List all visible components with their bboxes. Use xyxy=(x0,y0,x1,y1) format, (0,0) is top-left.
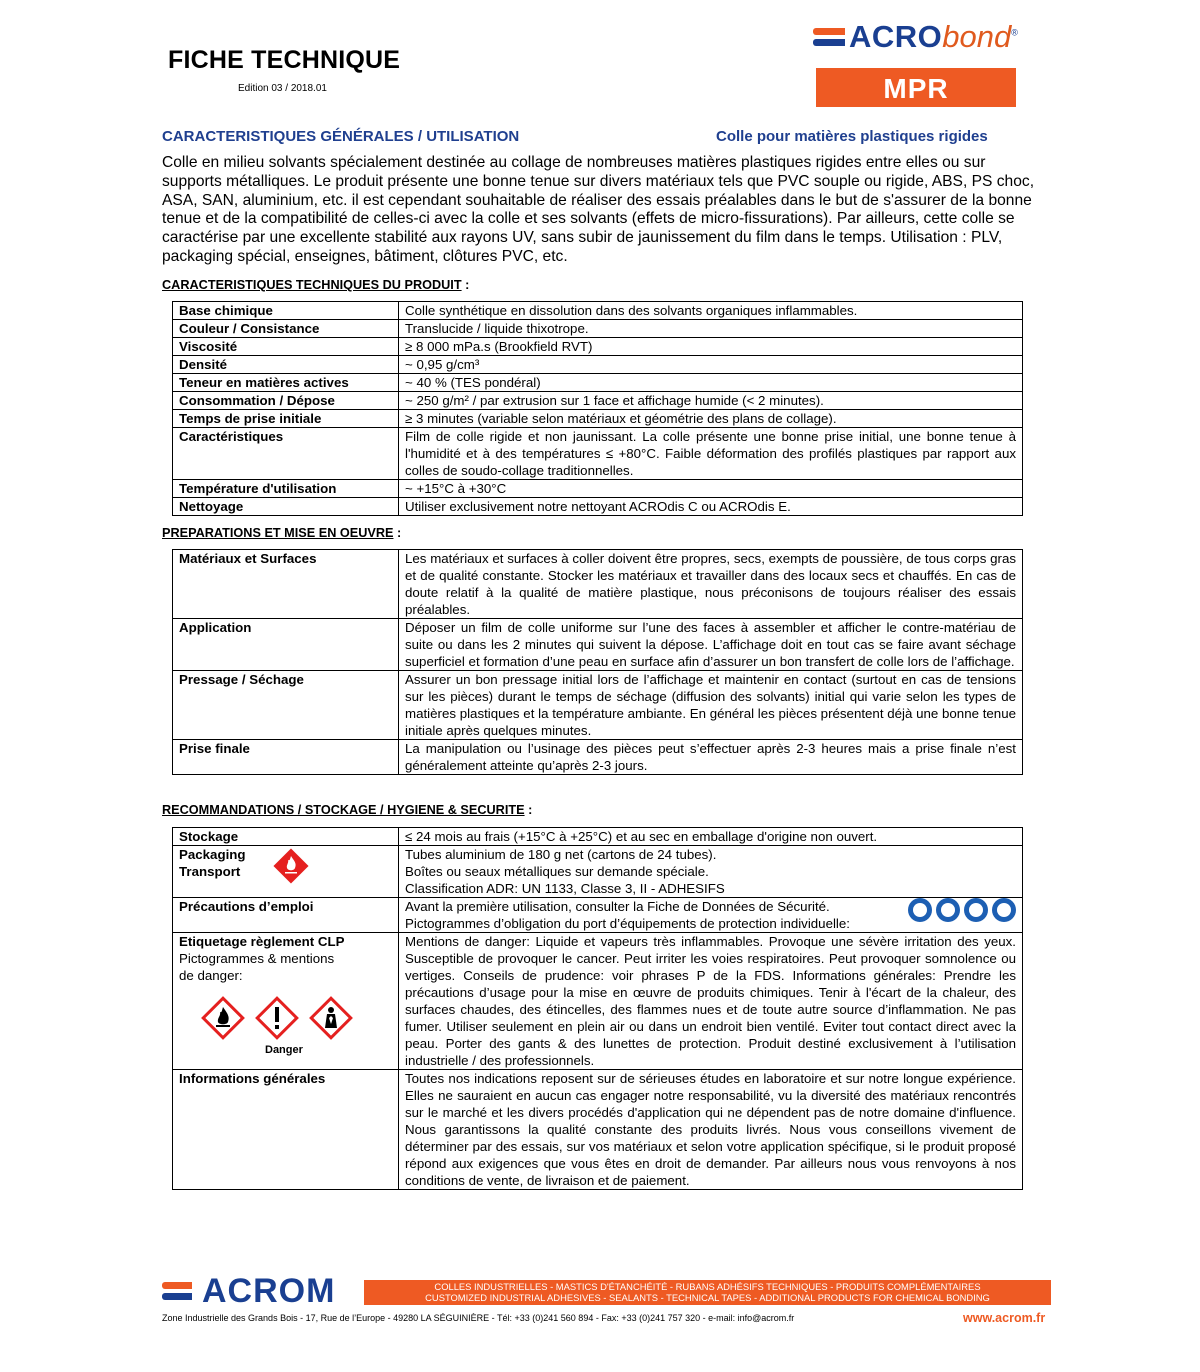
packaging-line: Boîtes ou seaux métalliques sur demande spéciale. xyxy=(405,864,709,879)
reco-heading-wrap xyxy=(162,803,532,817)
ppe-icons xyxy=(908,898,1016,922)
table-row xyxy=(173,392,1023,410)
row-value: ≤ 24 mois au frais (+15°C à +25°C) et au sec en emballage d'origine non ouvert. xyxy=(399,828,1023,846)
table-row xyxy=(173,338,1023,356)
acrom-logo xyxy=(162,1272,352,1310)
packaging-label: Packaging xyxy=(179,847,246,862)
general-description: Colle en milieu solvants spécialement destinée au collage de nombreuses matières plastiques rigides entre elles ou sur supports métalliques. Le produit présente une bonne tenue sur divers matériaux tels que PVC souple ou rigide, ABS, PS choc, ASA, SAN, aluminium, etc. il est cependant souhaitable de réaliser des essais préalables dans le but de s'assurer de la bonne tenue et de la compatibilité de celles-ci avec la colle et ses solvants (effets de micro-fissurations). Par ailleurs, cette colle se caractérise par une excellente stabilité aux rayons UV, sans subir de jaunissement du film dans le temps. Utilisation : PLV, packaging spécial, enseignes, bâtiment, clôtures PVC, etc. xyxy=(162,154,1035,265)
row-key: Précautions d’emploi xyxy=(173,898,399,933)
danger-label: Danger xyxy=(265,1044,303,1056)
reco-table xyxy=(172,827,1023,1190)
goggles-icon xyxy=(936,898,960,922)
logo-stripes-icon xyxy=(813,28,845,50)
table-row xyxy=(173,619,1023,671)
row-value: ≥ 8 000 mPa.s (Brookfield RVT) xyxy=(399,338,1023,356)
footer-brand-name: ACROM xyxy=(202,1272,336,1310)
logo-stripes-icon xyxy=(162,1282,192,1304)
brand-name-light: bond xyxy=(942,19,1012,54)
prep-heading-wrap xyxy=(162,526,401,540)
row-key: Prise finale xyxy=(173,740,399,775)
general-heading: CARACTERISTIQUES GÉNÉRALES / UTILISATION xyxy=(162,128,520,145)
row-key: Température d'utilisation xyxy=(173,480,399,498)
page-title: FICHE TECHNIQUE xyxy=(168,46,401,74)
row-value: ~ 40 % (TES pondéral) xyxy=(399,374,1023,392)
prep-heading-colon: : xyxy=(393,526,402,540)
prep-heading: PREPARATIONS ET MISE EN OEUVRE xyxy=(162,526,394,540)
packaging-line: Tubes aluminium de 180 g net (cartons de 24 tubes). xyxy=(405,847,717,862)
health-hazard-ghs-icon xyxy=(307,994,355,1042)
precautions-line: Pictogrammes d’obligation du port d’équipements de protection individuelle: xyxy=(405,916,850,931)
table-row xyxy=(173,302,1023,320)
row-key: Caractéristiques xyxy=(173,428,399,480)
reco-heading: RECOMMANDATIONS / STOCKAGE / HYGIENE & SECURITE xyxy=(162,803,525,817)
row-key: Application xyxy=(173,619,399,671)
row-value: Mentions de danger: Liquide et vapeurs très inflammables. Provoque une sévère irritation des yeux. Susceptible de provoquer le cancer. Peut irriter les voies respiratoires. Peut provoquer somnolence ou vertiges. Conseils de prudence: voir phrases P de la FDS. Informations générales: Prendre les précautions d’usage pour la mise en œuvre de produits chimiques. Tenir à l'écart de la chaleur, des surfaces chaudes, des étincelles, des flammes nues et de toute autre source d’inflammation. Ne pas fumer. Utiliser seulement en plein air ou dans un endroit bien ventilé. Eviter tout contact direct avec la peau. Porter des gants & des lunettes de protection. Produit destiné exclusivement à l’utilisation industrielle / des professionnels. xyxy=(399,933,1023,1070)
row-value: Translucide / liquide thixotrope. xyxy=(399,320,1023,338)
row-value: Toutes nos indications reposent sur de sérieuses études en laboratoire et sur notre longue expérience. Elles ne sauraient en aucun cas engager notre responsabilité, vu la diversité des matériaux rencontrés sur le marché et les divers procédés d'application qui ne dépendent pas de notre domaine d'influence. Nous garantissons la qualité constante des produits livrés. Nous vous conseillons vivement de déterminer par des essais, sur vos matériaux et selon votre application spécifique, si le produit proposé répond aux exigences que vous êtes en droit de demander. Par ailleurs nous vous renvoyons à nos conditions de vente, de livraison et de paiement. xyxy=(399,1070,1023,1190)
registered-mark: ® xyxy=(1011,27,1018,38)
precautions-line: Avant la première utilisation, consulter la Fiche de Données de Sécurité. xyxy=(405,899,830,914)
table-row xyxy=(173,356,1023,374)
row-value: ~ +15°C à +30°C xyxy=(399,480,1023,498)
table-row xyxy=(173,846,1023,898)
row-value: ≥ 3 minutes (variable selon matériaux et géométrie des plans de collage). xyxy=(399,410,1023,428)
tech-heading-colon: : xyxy=(461,278,470,292)
table-row xyxy=(173,828,1023,846)
table-row xyxy=(173,550,1023,619)
footer-band-line: COLLES INDUSTRIELLES - MASTICS D'ÉTANCHÉITÉ - RUBANS ADHÉSIFS TECHNIQUES - PRODUITS COMPLÉMENTAIRES xyxy=(434,1281,981,1292)
product-code-badge: MPR xyxy=(816,68,1016,107)
footer-website-link[interactable]: www.acrom.fr xyxy=(963,1311,1046,1325)
footer-band-line: CUSTOMIZED INDUSTRIAL ADHESIVES - SEALANTS - TECHNICAL TAPES - ADDITIONAL PRODUCTS FOR CHEMICAL BONDING xyxy=(425,1292,990,1303)
tech-heading: CARACTERISTIQUES TECHNIQUES DU PRODUIT xyxy=(162,278,462,292)
row-key: Viscosité xyxy=(173,338,399,356)
row-key: Couleur / Consistance xyxy=(173,320,399,338)
footer-address: Zone Industrielle des Grands Bois - 17, Rue de l’Europe - 49280 LA SÉGUINIÈRE - Tél: +33 (0)241 560 894 - Fax: +33 (0)241 757 320 - e-mail: info@acrom.fr xyxy=(162,1313,795,1323)
exclamation-ghs-icon xyxy=(253,994,301,1042)
row-value: Colle synthétique en dissolution dans des solvants organiques inflammables. xyxy=(399,302,1023,320)
row-value: Film de colle rigide et non jaunissant. La colle présente une bonne prise initial, une bonne tenue à l'humidité et à des températures ≤ +80°C. Faible déformation des profilés plastiques par rapport aux colles de soudo-collage traditionnelles. xyxy=(399,428,1023,480)
footer-band xyxy=(364,1280,1051,1305)
table-row xyxy=(173,898,1023,933)
table-row xyxy=(173,671,1023,740)
brand-name-bold: ACRO xyxy=(849,19,943,54)
table-row xyxy=(173,428,1023,480)
tech-table xyxy=(172,301,1023,516)
packaging-line: Classification ADR: UN 1133, Classe 3, II - ADHESIFS xyxy=(405,881,725,896)
table-row xyxy=(173,410,1023,428)
acrobond-logo xyxy=(811,20,1031,60)
table-row xyxy=(173,498,1023,516)
row-key: Informations générales xyxy=(173,1070,399,1190)
gloves-icon xyxy=(908,898,932,922)
tech-heading-wrap xyxy=(162,278,469,292)
protective-clothing-icon xyxy=(964,898,988,922)
row-value: Déposer un film de colle uniforme sur l’une des faces à assembler et afficher le contre-matériau de suite ou dans les 2 minutes qui suivent la dépose. L’affichage doit en tout cas se faire avant séchage superficiel et formation d’une peau en surface afin d’assurer un bon transfert de colle lors de l’affichage. xyxy=(399,619,1023,671)
table-row xyxy=(173,933,1023,1070)
row-value: ~ 0,95 g/cm³ xyxy=(399,356,1023,374)
table-row xyxy=(173,374,1023,392)
row-key: Nettoyage xyxy=(173,498,399,516)
row-value: Les matériaux et surfaces à coller doivent être propres, secs, exempts de poussière, de tous corps gras et de qualité constante. Stocker les matériaux et travailler dans des locaux secs et chauffés. En cas de doute relatif à la qualité de matière plastique, nous préconisons de toujours réaliser des essais préalables. xyxy=(399,550,1023,619)
clp-sublabel: de danger: xyxy=(179,968,243,983)
clp-label: Etiquetage règlement CLP xyxy=(179,934,345,949)
row-key: Pressage / Séchage xyxy=(173,671,399,740)
transport-label: Transport xyxy=(179,864,241,879)
row-key: Matériaux et Surfaces xyxy=(173,550,399,619)
row-key: Densité xyxy=(173,356,399,374)
mask-icon xyxy=(992,898,1016,922)
row-key: Temps de prise initiale xyxy=(173,410,399,428)
edition-label: Edition 03 / 2018.01 xyxy=(238,83,327,94)
flame-ghs-icon xyxy=(199,994,247,1042)
row-key: Consommation / Dépose xyxy=(173,392,399,410)
row-key: Base chimique xyxy=(173,302,399,320)
flammable-transport-icon xyxy=(271,846,311,886)
row-value: Utiliser exclusivement notre nettoyant ACROdis C ou ACROdis E. xyxy=(399,498,1023,516)
prep-table xyxy=(172,549,1023,775)
row-key: Stockage xyxy=(173,828,399,846)
table-row xyxy=(173,480,1023,498)
clp-sublabel: Pictogrammes & mentions xyxy=(179,951,335,966)
row-value: ~ 250 g/m² / par extrusion sur 1 face et affichage humide (< 2 minutes). xyxy=(399,392,1023,410)
reco-heading-colon: : xyxy=(524,803,533,817)
table-row xyxy=(173,1070,1023,1190)
ghs-pictograms xyxy=(199,994,392,1042)
product-subtitle: Colle pour matières plastiques rigides xyxy=(716,128,988,145)
table-row xyxy=(173,320,1023,338)
table-row xyxy=(173,740,1023,775)
row-key: Teneur en matières actives xyxy=(173,374,399,392)
row-value: La manipulation ou l’usinage des pièces peut s’effectuer après 2-3 heures mais a prise finale n’est généralement atteinte qu’après 2-3 jours. xyxy=(399,740,1023,775)
row-value: Assurer un bon pressage initial lors de l’affichage et maintenir en contact (surtout en cas de tensions sur les pièces) durant le temps de séchage (diffusion des solvants) initial qui varie selon les types de matières plastiques et la température ambiante. En général les pièces présentent déjà une bonne tenue initiale après quelques minutes. xyxy=(399,671,1023,740)
